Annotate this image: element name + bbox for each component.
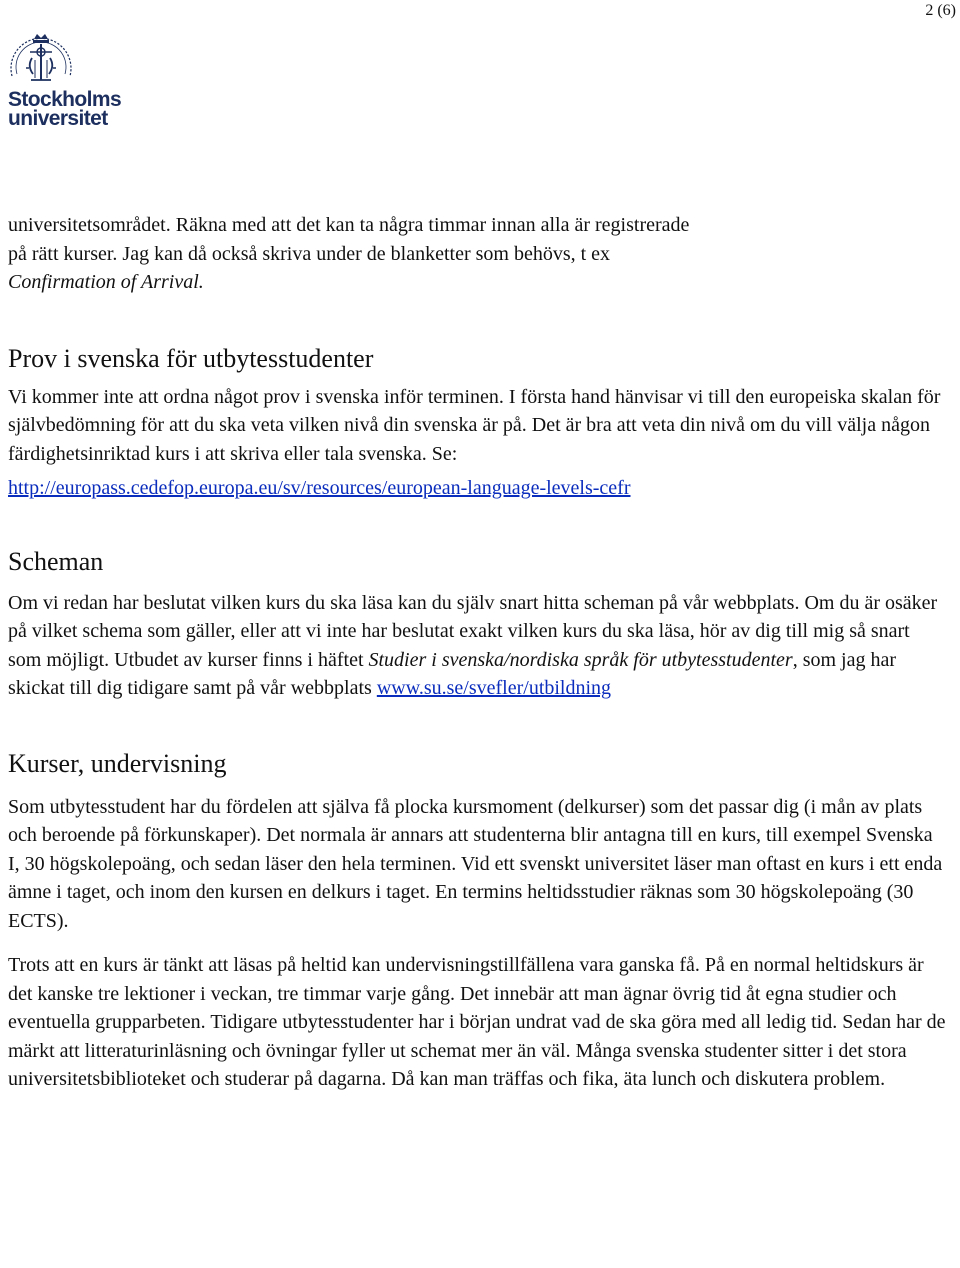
scheman-text-2: , som jag har skickat till dig tidigare samt på vår webbplats [8,648,897,699]
intro-line-3: Confirmation of Arrival. [8,271,204,293]
kurser-paragraph-2: Trots att en kurs är tänkt att läsas på heltid kan undervisningstillfällena vara ganska få. På en normal heltidskurs är det kanske tre lektioner i veckan, tre timmar varje gång. Det innebär att man ägnar övrig tid åt egna studier och eventuella grupparbeten. Tidigare utbytesstudenter har i början undrat vad de ska göra med all ledig tid. Sedan har de märkt att litteraturinläsning och övningar fyller ut schemat mer än väl. Många svenska studenter sitter i det stora universitetsbiblioteket och studerar på dagarna. Då kan man träffas och fika, äta lunch och diskutera problem. [8,954,946,1090]
heading-prov-i-svenska: Prov i svenska för utbytesstudenter [8,343,374,373]
intro-paragraph [8,211,948,297]
logo-wordmark [8,90,121,128]
scheman-text-1: Om vi redan har beslutat vilken kurs du ska läsa kan du själv snart hitta scheman på vår webbplats. Om du är osäker på vilket schema som gäller, eller att vi inte har beslutat exakt vilken kurs du ska läsa, hör av dig till mig så snart som möjligt. Utbudet av kurser finns i häftet [8,591,938,671]
cefr-link[interactable]: http://europass.cedefop.europa.eu/sv/resources/european-language-levels-cefr [8,477,631,499]
university-seal-icon [6,30,76,88]
logo-line-2: universitet [8,107,108,130]
stockholm-university-logo[interactable] [6,30,128,130]
heading-scheman: Scheman [8,546,104,576]
logo-line-1: Stockholms [8,88,122,111]
heading-kurser-undervisning: Kurser, undervisning [8,748,227,778]
document-body [8,211,948,1094]
cefr-link-line [8,474,948,503]
scheman-booklet-title: Studier i svenska/nordiska språk för utbytesstudenter [368,648,793,671]
page-number: 2 (6) [925,2,956,19]
su-website-link[interactable]: www.su.se/svefler/utbildning [376,677,612,699]
intro-line-2: på rätt kurser. Jag kan då också skriva under de blanketter som behövs, t ex [8,242,611,265]
scheman-paragraph [8,589,948,703]
kurser-paragraph-1: Som utbytesstudent har du fördelen att själva få plocka kursmoment (delkurser) som det passar dig (i mån av plats och beroende på förkunskaper). Det normala är annars att studenterna blir antagna till en kurs, till exempel Svenska I, 30 högskolepoäng, och sedan läser den hela terminen. Vid ett svenskt universitet läser man oftast en kurs i ett enda ämne i taget, och inom den kursen en delkurs i taget. En termins heltidsstudier räknas som 30 högskolepoäng (30 ECTS). [8,795,943,932]
intro-line-1: universitetsområdet. Räkna med att det kan ta några timmar innan alla är registrerade [8,214,690,236]
prov-paragraph: Vi kommer inte att ordna något prov i svenska inför terminen. I första hand hänvisar vi till den europeiska skalan för självbedömning för att du ska veta vilken nivå din svenska är på. Det är bra att veta din nivå om du vill välja någon färdighetsinriktad kurs i att skriva eller tala svenska. Se: [8,385,941,465]
